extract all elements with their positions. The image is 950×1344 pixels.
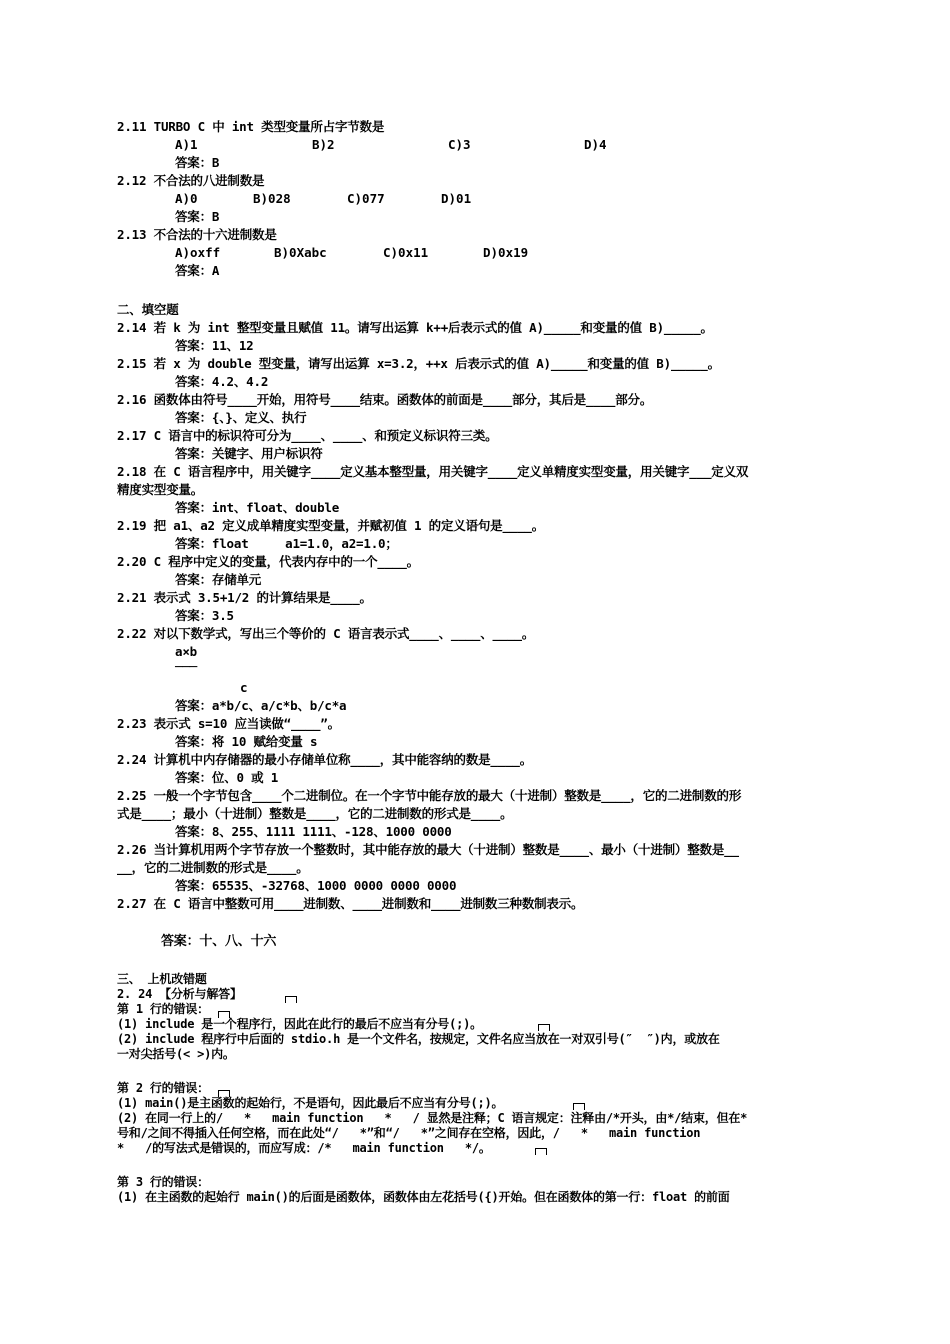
option-b: B)0Xabc: [274, 245, 327, 260]
answer: 答案：65535、-32768、1000 0000 0000 0000: [175, 878, 457, 893]
answer: 答案：十、八、十六: [161, 934, 277, 949]
question-2-15: 2.15 若 x 为 double 型变量，请写出运算 x=3.2，++x 后表示式的值 A)_____和变量的值 B)_____。: [117, 356, 720, 371]
option-b: B)028: [253, 191, 291, 206]
question-2-13: 2.13 不合法的十六进制数是: [117, 227, 277, 242]
question-2-21: 2.21 表示式 3.5+1/2 的计算结果是____。: [117, 590, 372, 605]
paragraph-mark: [538, 1024, 550, 1031]
row1-item2-cont: 一对尖括号(< >)内。: [117, 1047, 235, 1061]
row2-item2: (2) 在同一行上的/ * main function * / 显然是注释；C 语言规定：注释由/*开头，由*/结束，但在*: [117, 1111, 748, 1125]
question-2-27: 2.27 在 C 语言中整数可用____进制数、____进制数和____进制数三种数制表示。: [117, 896, 584, 911]
answer: 答案：{、}、定义、执行: [175, 410, 307, 425]
paragraph-mark: [285, 996, 297, 1003]
question-2-12: 2.12 不合法的八进制数是: [117, 173, 265, 188]
option-d: D)4: [584, 137, 607, 152]
option-c: C)077: [347, 191, 385, 206]
answer: 答案：关键字、用户标识符: [175, 446, 323, 461]
question-2-26-cont: __，它的二进制数的形式是____。: [117, 860, 309, 875]
answer: 答案：11、12: [175, 338, 254, 353]
row1-title: 第 1 行的错误：: [117, 1002, 209, 1016]
option-d: D)0x19: [483, 245, 529, 260]
fraction-denominator: c: [240, 680, 248, 695]
option-c: C)3: [448, 137, 471, 152]
row3-item1: (1) 在主函数的起始行 main()的后面是函数体，函数体由左花括号({)开始。但在函数体的第一行：float 的前面: [117, 1190, 730, 1204]
fraction-bar: ───: [175, 659, 197, 674]
subsection-heading: 2. 24 【分析与解答】: [117, 987, 242, 1001]
section-heading: 三、 上机改错题: [117, 972, 207, 986]
fraction-numerator: a×b: [175, 644, 197, 659]
question-2-26: 2.26 当计算机用两个字节存放一个整数时，其中能存放的最大（十进制）整数是____、最小（十进制）整数是__: [117, 842, 739, 857]
question-2-22: 2.22 对以下数学式，写出三个等价的 C 语言表示式____、____、____。: [117, 626, 535, 641]
question-2-18-cont: 精度实型变量。: [117, 482, 204, 497]
row2-title: 第 2 行的错误：: [117, 1081, 209, 1095]
answer: 答案：位、0 或 1: [175, 770, 279, 785]
row3-title: 第 3 行的错误：: [117, 1175, 209, 1189]
option-c: C)0x11: [383, 245, 429, 260]
question-2-16: 2.16 函数体由符号____开始，用符号____结束。函数体的前面是____部分，其后是____部分。: [117, 392, 653, 407]
answer: 答案：a*b/c、a/c*b、b/c*a: [175, 698, 347, 713]
row2-item2-cont2: * /的写法式是错误的，而应写成：/* main function */。: [117, 1141, 491, 1155]
option-b: B)2: [312, 137, 335, 152]
answer: 答案：float a1=1.0，a2=1.0；: [175, 536, 398, 551]
section-heading: 二、填空题: [117, 302, 179, 317]
question-2-25-cont: 式是____；最小（十进制）整数是____，它的二进制数的形式是____。: [117, 806, 513, 821]
paragraph-mark: [535, 1148, 547, 1155]
row2-item1: (1) main()是主函数的起始行，不是语句，因此最后不应当有分号(;)。: [117, 1096, 504, 1110]
row1-item1: (1) include 是一个程序行，因此在此行的最后不应当有分号(;)。: [117, 1017, 482, 1031]
option-d: D)01: [441, 191, 472, 206]
answer: 答案：8、255、1111 1111、-128、1000 0000: [175, 824, 452, 839]
paragraph-mark: [573, 1103, 585, 1110]
question-2-14: 2.14 若 k 为 int 整型变量且赋值 11。请写出运算 k++后表示式的值 A)_____和变量的值 B)_____。: [117, 320, 713, 335]
answer: 答案：A: [175, 263, 220, 278]
question-2-25: 2.25 一般一个字节包含____个二进制位。在一个字节中能存放的最大（十进制）整数是____，它的二进制数的形: [117, 788, 742, 803]
question-2-17: 2.17 C 语言中的标识符可分为____、____、和预定义标识符三类。: [117, 428, 498, 443]
question-2-24: 2.24 计算机中内存储器的最小存储单位称____，其中能容纳的数是____。: [117, 752, 533, 767]
option-a: A)oxff: [175, 245, 221, 260]
row1-item2: (2) include 程序行中后面的 stdio.h 是一个文件名，按规定，文件名应当放在一对双引号(″ ″)内，或放在: [117, 1032, 720, 1046]
row2-item2-cont: 号和/之间不得插入任何空格，而在此处“/ *”和“/ *”之间存在空格，因此，/ * main function: [117, 1126, 701, 1140]
question-2-23: 2.23 表示式 s=10 应当读做“____”。: [117, 716, 340, 731]
answer: 答案：B: [175, 209, 220, 224]
answer: 答案：int、float、double: [175, 500, 340, 515]
answer: 答案：存储单元: [175, 572, 262, 587]
question-2-11: 2.11 TURBO C 中 int 类型变量所占字节数是: [117, 119, 385, 134]
option-a: A)0: [175, 191, 198, 206]
answer: 答案：B: [175, 155, 220, 170]
answer: 答案：4.2、4.2: [175, 374, 269, 389]
answer: 答案：3.5: [175, 608, 234, 623]
option-a: A)1: [175, 137, 198, 152]
answer: 答案：将 10 赋给变量 s: [175, 734, 318, 749]
question-2-20: 2.20 C 程序中定义的变量，代表内存中的一个____。: [117, 554, 419, 569]
question-2-18: 2.18 在 C 语言程序中，用关键字____定义基本整型量，用关键字____定义单精度实型变量，用关键字___定义双: [117, 464, 749, 479]
question-2-19: 2.19 把 a1、a2 定义成单精度实型变量，并赋初值 1 的定义语句是____。: [117, 518, 545, 533]
